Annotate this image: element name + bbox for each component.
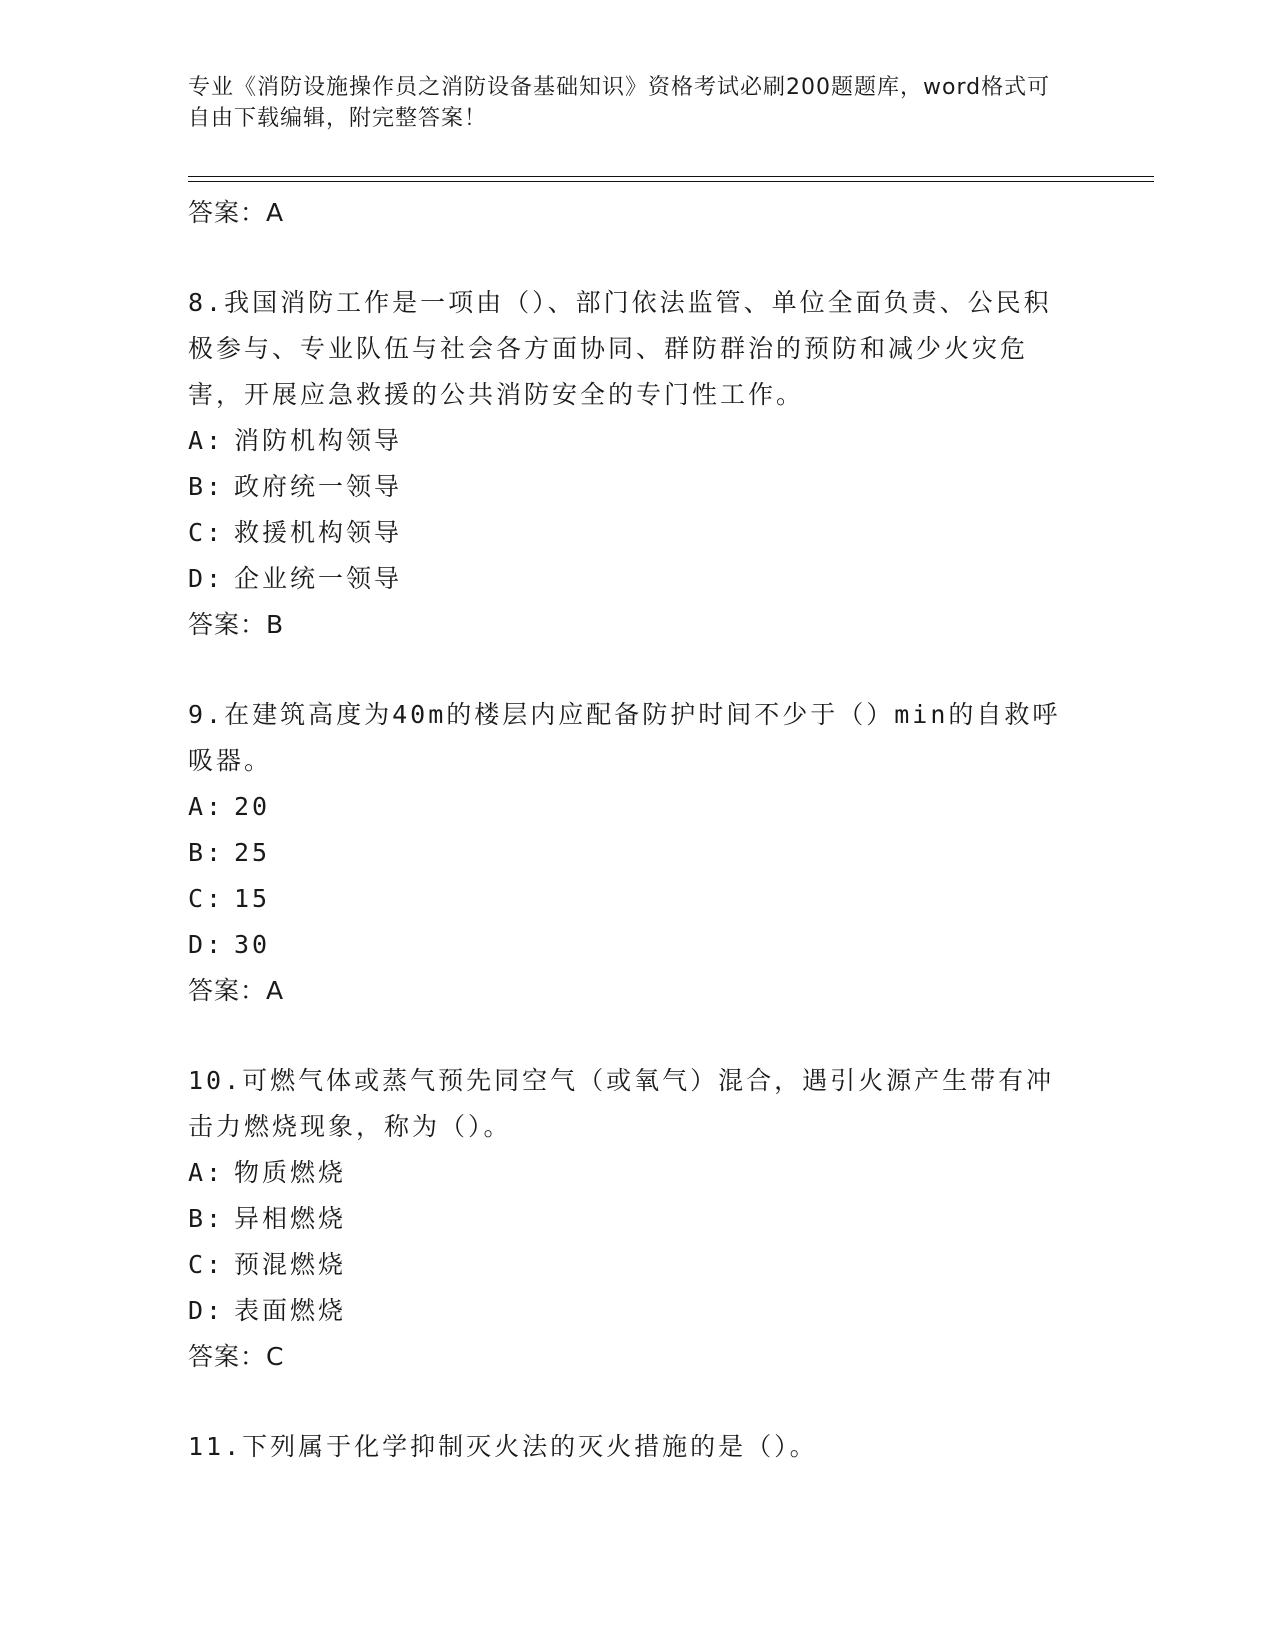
question-list [188, 190, 1088, 1470]
option-text: 救援机构领导 [234, 518, 403, 547]
page-header: 专业《消防设施操作员之消防设备基础知识》资格考试必刷200题题库，word格式可自由下载编辑，附完整答案！ [188, 75, 1051, 131]
option-text: 表面燃烧 [234, 1296, 347, 1325]
question-text: 10.可燃气体或蒸气预先同空气（或氧气）混合，遇引火源产生带有冲击力燃烧现象，称为（）。 [188, 1066, 1055, 1141]
option-a [188, 1150, 1088, 1196]
option-key: B: [188, 1204, 225, 1233]
option-text: 20 [234, 792, 271, 821]
option-c [188, 876, 1088, 922]
answer-line: 答案：C [188, 1342, 285, 1371]
option-key: D: [188, 930, 225, 959]
option-key: C: [188, 518, 225, 547]
option-b [188, 464, 1088, 510]
question-text: 11.下列属于化学抑制灭火法的灭火措施的是（）。 [188, 1432, 818, 1461]
option-c [188, 1242, 1088, 1288]
option-text: 政府统一领导 [234, 472, 403, 501]
option-text: 物质燃烧 [234, 1158, 347, 1187]
option-key: D: [188, 1296, 225, 1325]
option-key: A: [188, 426, 225, 455]
option-key: A: [188, 1158, 225, 1187]
option-d [188, 1288, 1088, 1334]
answer-line: 答案：A [188, 976, 285, 1005]
option-key: A: [188, 792, 225, 821]
option-d [188, 922, 1088, 968]
option-text: 企业统一领导 [234, 564, 403, 593]
option-text: 25 [234, 838, 271, 867]
option-text: 异相燃烧 [234, 1204, 347, 1233]
option-text: 15 [234, 884, 271, 913]
answer-line: 答案：A [188, 198, 285, 227]
question-text: 9.在建筑高度为40m的楼层内应配备防护时间不少于（）min的自救呼吸器。 [188, 700, 1061, 775]
option-key: C: [188, 1250, 225, 1279]
option-text: 30 [234, 930, 271, 959]
option-b [188, 1196, 1088, 1242]
option-key: B: [188, 472, 225, 501]
option-d [188, 556, 1088, 602]
option-b [188, 830, 1088, 876]
header-divider [188, 181, 1154, 182]
option-key: B: [188, 838, 225, 867]
question-text: 8.我国消防工作是一项由（）、部门依法监管、单位全面负责、公民积极参与、专业队伍与社会各方面协同、群防群治的预防和减少火灾危害，开展应急救援的公共消防安全的专门性工作。 [188, 288, 1052, 409]
option-c [188, 510, 1088, 556]
option-key: D: [188, 564, 225, 593]
option-a [188, 784, 1088, 830]
option-key: C: [188, 884, 225, 913]
answer-line: 答案：B [188, 610, 285, 639]
option-text: 预混燃烧 [234, 1250, 347, 1279]
option-a [188, 418, 1088, 464]
option-text: 消防机构领导 [234, 426, 403, 455]
header-divider [188, 176, 1154, 177]
